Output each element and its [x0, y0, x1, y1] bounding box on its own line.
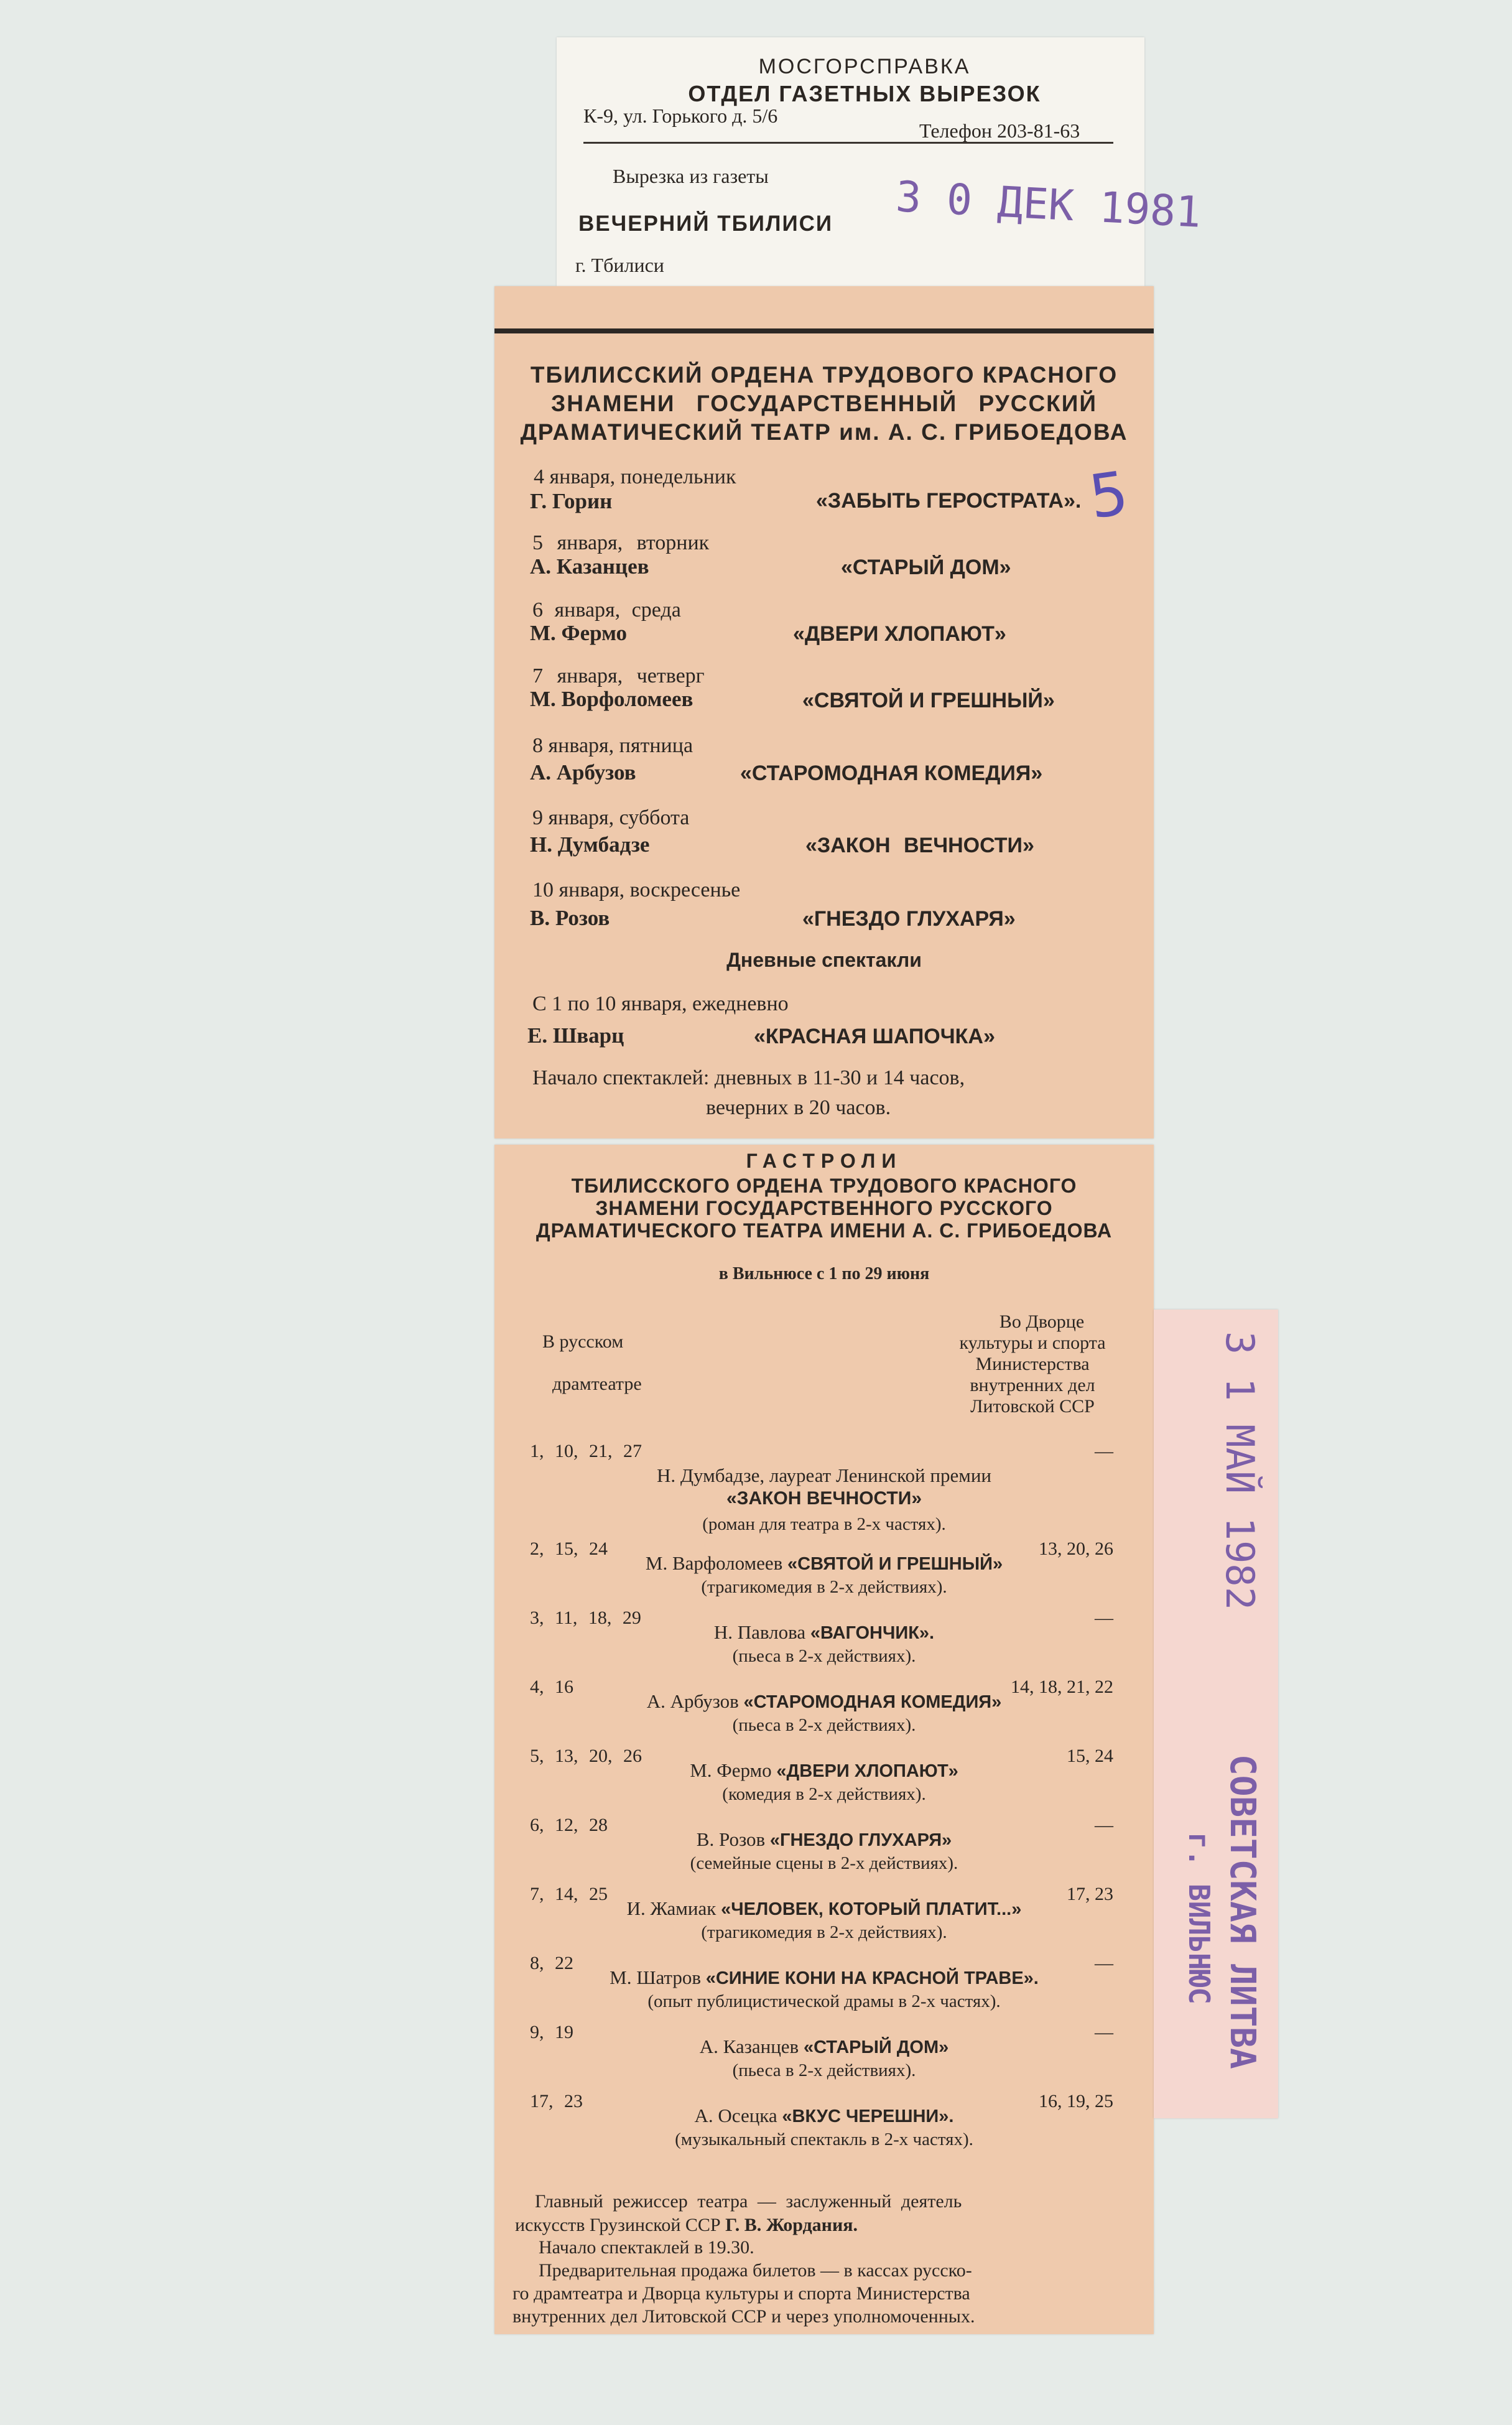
theatre-title-line-1: ТБИЛИССКИЙ ОРДЕНА ТРУДОВОГО КРАСНОГО	[530, 362, 1118, 388]
director-line-1: Главный режиссер театра — заслуженный деятель	[535, 2191, 962, 2212]
tour-title-line-1: ТБИЛИССКОГО ОРДЕНА ТРУДОВОГО КРАСНОГО	[571, 1175, 1077, 1197]
schedule-author: Н. Думбадзе	[530, 832, 650, 857]
start-time: Начало спектаклей в 19.30.	[539, 2237, 754, 2258]
sales-line-1: Предварительная продажа билетов — в кассах русско-	[539, 2260, 972, 2281]
play-dates-right: 13, 20, 26	[1039, 1538, 1113, 1559]
play-dates-left: 5, 13, 20, 26	[530, 1746, 642, 1766]
schedule-author: В. Розов	[530, 906, 610, 930]
newspaper-city: г. Тбилиси	[575, 254, 664, 276]
clipping-top-rule	[494, 328, 1154, 333]
newspaper-name: ВЕЧЕРНИЙ ТБИЛИСИ	[578, 212, 833, 236]
play-dates-right: —	[1095, 1815, 1113, 1835]
matinee-author: Е. Шварц	[527, 1023, 624, 1048]
sales-line-3: внутренних дел Литовской ССР и через уполномоченных.	[513, 2306, 975, 2327]
play-title: «СТАРЫЙ ДОМ»	[803, 2037, 949, 2057]
play-author: А. Арбузов	[646, 1690, 739, 1712]
play-dates-right: —	[1095, 1953, 1113, 1973]
agency-name: МОСГОРСПРАВКА	[758, 55, 971, 78]
play-author: А. Казанцев	[699, 2036, 799, 2057]
schedule-play: «ЗАБЫТЬ ГЕРОСТРАТА».	[816, 489, 1082, 513]
newspaper-stamp-name: СОВЕТСКАЯ ЛИТВА	[1222, 1754, 1263, 2069]
schedule-date: 4 января, понедельник	[534, 465, 736, 488]
play-title: «ЧЕЛОВЕК, КОТОРЫЙ ПЛАТИТ...»	[721, 1899, 1022, 1919]
clip-source-caption: Вырезка из газеты	[613, 165, 769, 187]
start-times-line-2: вечерних в 20 часов.	[706, 1096, 891, 1119]
play-genre: (пьеса в 2-х действиях).	[732, 2060, 916, 2080]
play-title: «ВКУС ЧЕРЕШНИ».	[782, 2106, 954, 2126]
play-dates-left: 3, 11, 18, 29	[530, 1608, 641, 1628]
play-author-title	[494, 1621, 1154, 1644]
play-title: «ЗАКОН ВЕЧНОСТИ»	[726, 1488, 922, 1509]
play-author: М. Шатров	[610, 1967, 701, 1988]
play-title: «ВАГОНЧИК».	[810, 1623, 935, 1643]
play-dates-left: 9, 19	[530, 2022, 573, 2042]
director-name: Г. В. Жордания.	[725, 2215, 858, 2235]
play-genre: (пьеса в 2-х действиях).	[732, 1715, 916, 1735]
play-genre: (семейные сцены в 2-х действиях).	[690, 1853, 958, 1873]
play-dates-right: —	[1095, 2022, 1113, 2042]
play-title: «ДВЕРИ ХЛОПАЮТ»	[776, 1761, 958, 1781]
play-author-title	[494, 1552, 1154, 1575]
play-dates-right: 16, 19, 25	[1039, 2091, 1113, 2111]
tour-title-line-2: ЗНАМЕНИ ГОСУДАРСТВЕННОГО РУССКОГО	[595, 1197, 1053, 1219]
schedule-play: «СВЯТОЙ И ГРЕШНЫЙ»	[802, 689, 1055, 712]
play-dates-right: 17, 23	[1067, 1884, 1113, 1904]
play-author-title	[494, 2036, 1154, 2058]
play-dates-left: 8, 22	[530, 1953, 573, 1973]
play-author: Н. Павлова	[713, 1621, 806, 1643]
play-title: «СВЯТОЙ И ГРЕШНЫЙ»	[787, 1554, 1003, 1574]
play-author-title	[494, 1828, 1154, 1851]
venue-right-line: внутренних дел	[970, 1375, 1095, 1395]
play-author-title	[494, 1464, 1154, 1487]
theatre-title-line-3: ДРАМАТИЧЕСКИЙ ТЕАТР им. А. С. ГРИБОЕДОВА	[520, 419, 1128, 445]
play-author: В. Розов	[696, 1828, 766, 1850]
director-line-2	[515, 2215, 858, 2236]
tour-dates: в Вильнюсе с 1 по 29 июня	[718, 1264, 930, 1283]
play-genre: (трагикомедия в 2-х действиях).	[701, 1577, 947, 1597]
schedule-author: А. Арбузов	[530, 760, 636, 784]
schedule-play: «СТАРЫЙ ДОМ»	[841, 556, 1011, 579]
play-author: И. Жамиак	[626, 1897, 717, 1919]
play-genre: (комедия в 2-х действиях).	[722, 1784, 926, 1804]
play-title: «СИНИЕ КОНИ НА КРАСНОЙ ТРАВЕ».	[705, 1968, 1039, 1988]
schedule-author: Г. Горин	[530, 489, 613, 513]
agency-phone: Телефон 203-81-63	[919, 119, 1080, 142]
handwritten-mark: 5	[1085, 458, 1133, 533]
venue-right-line: Литовской ССР	[970, 1396, 1095, 1417]
play-author: А. Осецка	[694, 2105, 777, 2126]
play-dates-right: —	[1095, 1608, 1113, 1628]
play-author: М. Фермо	[690, 1759, 772, 1781]
play-author: Н. Думбадзе, лауреат Ленинской премии	[656, 1464, 992, 1486]
schedule-play: «СТАРОМОДНАЯ КОМЕДИЯ»	[740, 761, 1043, 785]
play-author-title	[494, 1897, 1154, 1920]
venue-right-line: Во Дворце	[999, 1311, 1085, 1332]
start-times-line-1: Начало спектаклей: дневных в 11-30 и 14 часов,	[532, 1066, 965, 1089]
play-dates-left: 4, 16	[530, 1677, 573, 1697]
play-dates-right: —	[1095, 1441, 1113, 1461]
play-genre: (роман для театра в 2-х частях).	[702, 1514, 946, 1534]
schedule-date: 7 января, четверг	[532, 664, 705, 687]
play-title: «СТАРОМОДНАЯ КОМЕДИЯ»	[743, 1692, 1002, 1712]
date-stamp-1982: 3 1 МАЙ 1982	[1217, 1331, 1263, 1610]
schedule-date: 6 января, среда	[532, 598, 681, 621]
schedule-date: 10 января, воскресенье	[532, 878, 741, 901]
schedule-play: «ЗАКОН ВЕЧНОСТИ»	[805, 834, 1034, 857]
play-genre: (опыт публицистической драмы в 2-х частях).	[647, 1991, 1001, 2011]
play-dates-left: 6, 12, 28	[530, 1815, 608, 1835]
newspaper-stamp-city: г. ВИЛЬНЮС	[1182, 1832, 1216, 2004]
schedule-author: М. Ворфоломеев	[530, 687, 693, 711]
play-dates-left: 7, 14, 25	[530, 1884, 608, 1904]
play-genre: (трагикомедия в 2-х действиях).	[701, 1922, 947, 1942]
play-dates-left: 1, 10, 21, 27	[530, 1441, 642, 1461]
play-genre: (пьеса в 2-х действиях).	[732, 1646, 916, 1666]
agency-address: К-9, ул. Горького д. 5/6	[583, 105, 778, 127]
play-title: «ГНЕЗДО ГЛУХАРЯ»	[769, 1830, 952, 1850]
schedule-author: А. Казанцев	[530, 554, 649, 579]
matinee-heading: Дневные спектакли	[726, 949, 922, 971]
play-dates-right: 15, 24	[1067, 1746, 1113, 1766]
schedule-play: «ДВЕРИ ХЛОПАЮТ»	[793, 622, 1006, 646]
department-name: ОТДЕЛ ГАЗЕТНЫХ ВЫРЕЗОК	[688, 81, 1041, 106]
schedule-author: М. Фермо	[530, 621, 627, 645]
matinee-date: С 1 по 10 января, ежедневно	[532, 992, 789, 1015]
venue-left-line-1: В русском	[542, 1331, 624, 1352]
sales-line-2: го драмтеатра и Дворца культуры и спорта Министерства	[513, 2283, 970, 2304]
date-stamp-1981: 3 0 ДЕК 1981	[894, 172, 1203, 238]
venue-right-line: культуры и спорта	[959, 1333, 1106, 1353]
schedule-date: 8 января, пятница	[532, 734, 693, 757]
play-author-title	[494, 2105, 1154, 2127]
label-divider	[583, 142, 1113, 144]
matinee-play: «КРАСНАЯ ШАПОЧКА»	[754, 1025, 995, 1048]
schedule-date: 9 января, суббота	[532, 806, 690, 829]
play-author-title	[494, 1759, 1154, 1782]
venue-right-line: Министерства	[975, 1354, 1090, 1374]
director-prefix: искусств Грузинской ССР	[515, 2215, 721, 2235]
play-dates-left: 17, 23	[530, 2091, 583, 2111]
play-author: М. Варфоломеев	[645, 1552, 783, 1574]
venue-left-line-2: драмтеатре	[552, 1374, 642, 1394]
tour-heading: ГАСТРОЛИ	[746, 1150, 902, 1172]
tour-title-line-3: ДРАМАТИЧЕСКОГО ТЕАТРА ИМЕНИ А. С. ГРИБОЕДОВА	[536, 1219, 1113, 1242]
play-dates-right: 14, 18, 21, 22	[1011, 1677, 1113, 1697]
theatre-title-line-2: ЗНАМЕНИ ГОСУДАРСТВЕННЫЙ РУССКИЙ	[551, 391, 1097, 416]
play-dates-left: 2, 15, 24	[530, 1538, 608, 1559]
schedule-date: 5 января, вторник	[532, 531, 710, 554]
schedule-play: «ГНЕЗДО ГЛУХАРЯ»	[802, 907, 1016, 931]
play-author-title	[494, 1967, 1154, 1989]
play-author-title	[494, 1690, 1154, 1713]
play-genre: (музыкальный спектакль в 2-х частях).	[675, 2129, 973, 2149]
